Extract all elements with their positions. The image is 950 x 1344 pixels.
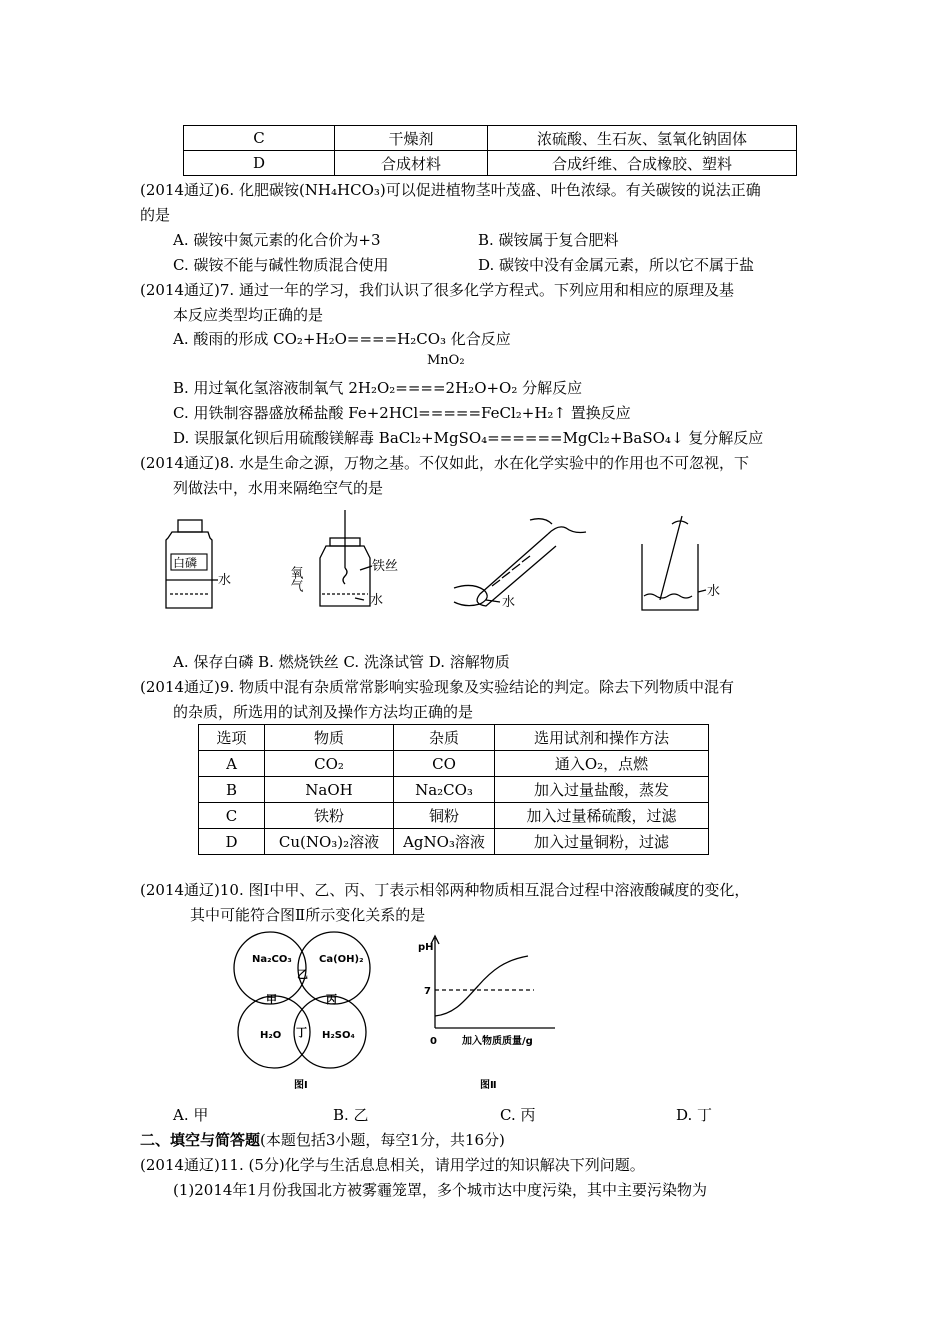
table-cell: 干燥剂 — [335, 126, 488, 151]
q7-stem-line2: 本反应类型均正确的是 — [173, 306, 324, 324]
q7-option-a: A. 酸雨的形成 CO₂+H₂O====H₂CO₃ 化合反应 — [173, 330, 511, 348]
label-yi: 乙 — [297, 968, 308, 981]
oxygen-label: 氧气 — [287, 566, 303, 592]
table-header: 物质 — [265, 725, 394, 751]
q11-stem: (2014通辽)11. (5分)化学与生活息息相关，请用学过的知识解决下列问题。 — [140, 1156, 645, 1174]
table-row — [199, 777, 709, 803]
q8-stem-line2: 列做法中，水用来隔绝空气的是 — [173, 479, 384, 497]
axis-label-ph: pH — [418, 942, 434, 953]
test-tube-figure — [454, 519, 586, 606]
table-cell: 铜粉 — [394, 803, 495, 829]
q7-catalyst-label: MnO₂ — [427, 353, 465, 368]
table-cell: CO — [394, 751, 495, 777]
table-cell: C — [184, 126, 335, 151]
table-row — [184, 126, 797, 151]
table-cell: Na₂CO₃ — [394, 777, 495, 803]
q10-option-d: D. 丁 — [676, 1106, 713, 1124]
q6-option-d: D. 碳铵中没有金属元素，所以它不属于盐 — [478, 256, 755, 274]
q6-option-b: B. 碳铵属于复合肥料 — [478, 231, 619, 249]
water-label-b: 水 — [370, 593, 384, 608]
table-header: 选项 — [199, 725, 265, 751]
table-cell: 铁粉 — [265, 803, 394, 829]
q6-option-c: C. 碳铵不能与碱性物质混合使用 — [173, 256, 389, 274]
table-cell: AgNO₃溶液 — [394, 829, 495, 855]
label-jia: 甲 — [266, 993, 277, 1006]
q9-stem-line1: (2014通辽)9. 物质中混有杂质常常影响实验现象及实验结论的判定。除去下列物质中混有 — [140, 678, 734, 696]
table-cell: 加入过量盐酸，蒸发 — [495, 777, 709, 803]
table-row — [199, 803, 709, 829]
q7-option-b: B. 用过氧化氢溶液制氧气 2H₂O₂====2H₂O+O₂ 分解反应 — [173, 379, 583, 397]
q11-part-1: (1)2014年1月份我国北方被雾霾笼罩，多个城市达中度污染，其中主要污染物为 — [173, 1181, 707, 1199]
table-cell: 通入O₂，点燃 — [495, 751, 709, 777]
table-header: 杂质 — [394, 725, 495, 751]
bottle-label: 白磷 — [173, 556, 198, 570]
table-cell: D — [199, 829, 265, 855]
table-row — [184, 151, 797, 176]
water-label-d: 水 — [707, 584, 721, 599]
label-h2o: H₂O — [260, 1030, 282, 1041]
q10-option-c: C. 丙 — [500, 1106, 536, 1124]
water-label-c: 水 — [502, 595, 516, 610]
q7-stem-line1: (2014通辽)7. 通过一年的学习，我们认识了很多化学方程式。下列应用和相应的原理及基 — [140, 281, 734, 299]
q10-figure-2 — [410, 928, 570, 1093]
origin-label: 0 — [430, 1036, 437, 1047]
q9-table — [198, 724, 709, 855]
section-2-title: 二、填空与简答题 — [140, 1131, 261, 1149]
table-cell: 浓硫酸、生石灰、氢氧化钠固体 — [488, 126, 797, 151]
q7-option-c: C. 用铁制容器盛放稀盐酸 Fe+2HCl=====FeCl₂+H₂↑ 置换反应 — [173, 404, 631, 422]
section-2-note: (本题包括3小题，每空1分，共16分) — [260, 1131, 505, 1149]
table-cell: A — [199, 751, 265, 777]
table-cell: 加入过量铜粉，过滤 — [495, 829, 709, 855]
table-cell: NaOH — [265, 777, 394, 803]
table-header: 选用试剂和操作方法 — [495, 725, 709, 751]
water-label-a: 水 — [218, 573, 232, 588]
q10-stem-line1: (2014通辽)10. 图Ⅰ中甲、乙、丙、丁表示相邻两种物质相互混合过程中溶液酸碱度的变化， — [140, 881, 750, 899]
q10-option-a: A. 甲 — [173, 1106, 209, 1124]
table-row — [199, 829, 709, 855]
q6-option-a: A. 碳铵中氮元素的化合价为+3 — [173, 231, 381, 249]
gas-jar-figure — [320, 510, 372, 606]
figure-2-caption: 图Ⅱ — [480, 1080, 497, 1091]
beaker-figure — [642, 516, 706, 610]
q10-figure-1 — [230, 928, 380, 1093]
table-cell: D — [184, 151, 335, 176]
label-na2co3: Na₂CO₃ — [252, 954, 292, 965]
table-cell: 加入过量稀硫酸，过滤 — [495, 803, 709, 829]
label-bing: 丙 — [326, 993, 337, 1006]
table-cell: Cu(NO₃)₂溶液 — [265, 829, 394, 855]
q8-figures — [150, 508, 750, 638]
table-header-row — [199, 725, 709, 751]
q8-stem-line1: (2014通辽)8. 水是生命之源，万物之基。不仅如此，水在化学实验中的作用也不可忽视，下 — [140, 454, 749, 472]
q6-stem-line1: (2014通辽)6. 化肥碳铵(NH₄HCO₃)可以促进植物茎叶茂盛、叶色浓绿。有关碳铵的说法正确 — [140, 181, 761, 199]
q10-option-b: B. 乙 — [333, 1106, 369, 1124]
section-2-heading — [140, 1130, 505, 1150]
tick-label-7: 7 — [424, 986, 431, 997]
axis-label-x: 加入物质质量/g — [462, 1036, 533, 1047]
table-cell: 合成纤维、合成橡胶、塑料 — [488, 151, 797, 176]
label-h2so4: H₂SO₄ — [322, 1030, 355, 1041]
q8-options: A. 保存白磷 B. 燃烧铁丝 C. 洗涤试管 D. 溶解物质 — [173, 653, 510, 671]
label-ding: 丁 — [296, 1026, 307, 1039]
table-cell: B — [199, 777, 265, 803]
figure-1-caption: 图Ⅰ — [294, 1080, 308, 1091]
table-row — [199, 751, 709, 777]
q9-stem-line2: 的杂质，所选用的试剂及操作方法均正确的是 — [173, 703, 474, 721]
q7-option-d: D. 误服氯化钡后用硫酸镁解毒 BaCl₂+MgSO₄======MgCl₂+BaSO₄↓ 复分解反应 — [173, 429, 764, 447]
q6-stem-line2: 的是 — [140, 206, 171, 224]
table-cell: C — [199, 803, 265, 829]
label-caoh2: Ca(OH)₂ — [319, 954, 364, 965]
table-cell: 合成材料 — [335, 151, 488, 176]
q10-stem-line2: 其中可能符合图Ⅱ所示变化关系的是 — [190, 906, 426, 924]
top-table — [183, 125, 797, 176]
table-cell: CO₂ — [265, 751, 394, 777]
iron-wire-label: 铁丝 — [372, 559, 399, 574]
